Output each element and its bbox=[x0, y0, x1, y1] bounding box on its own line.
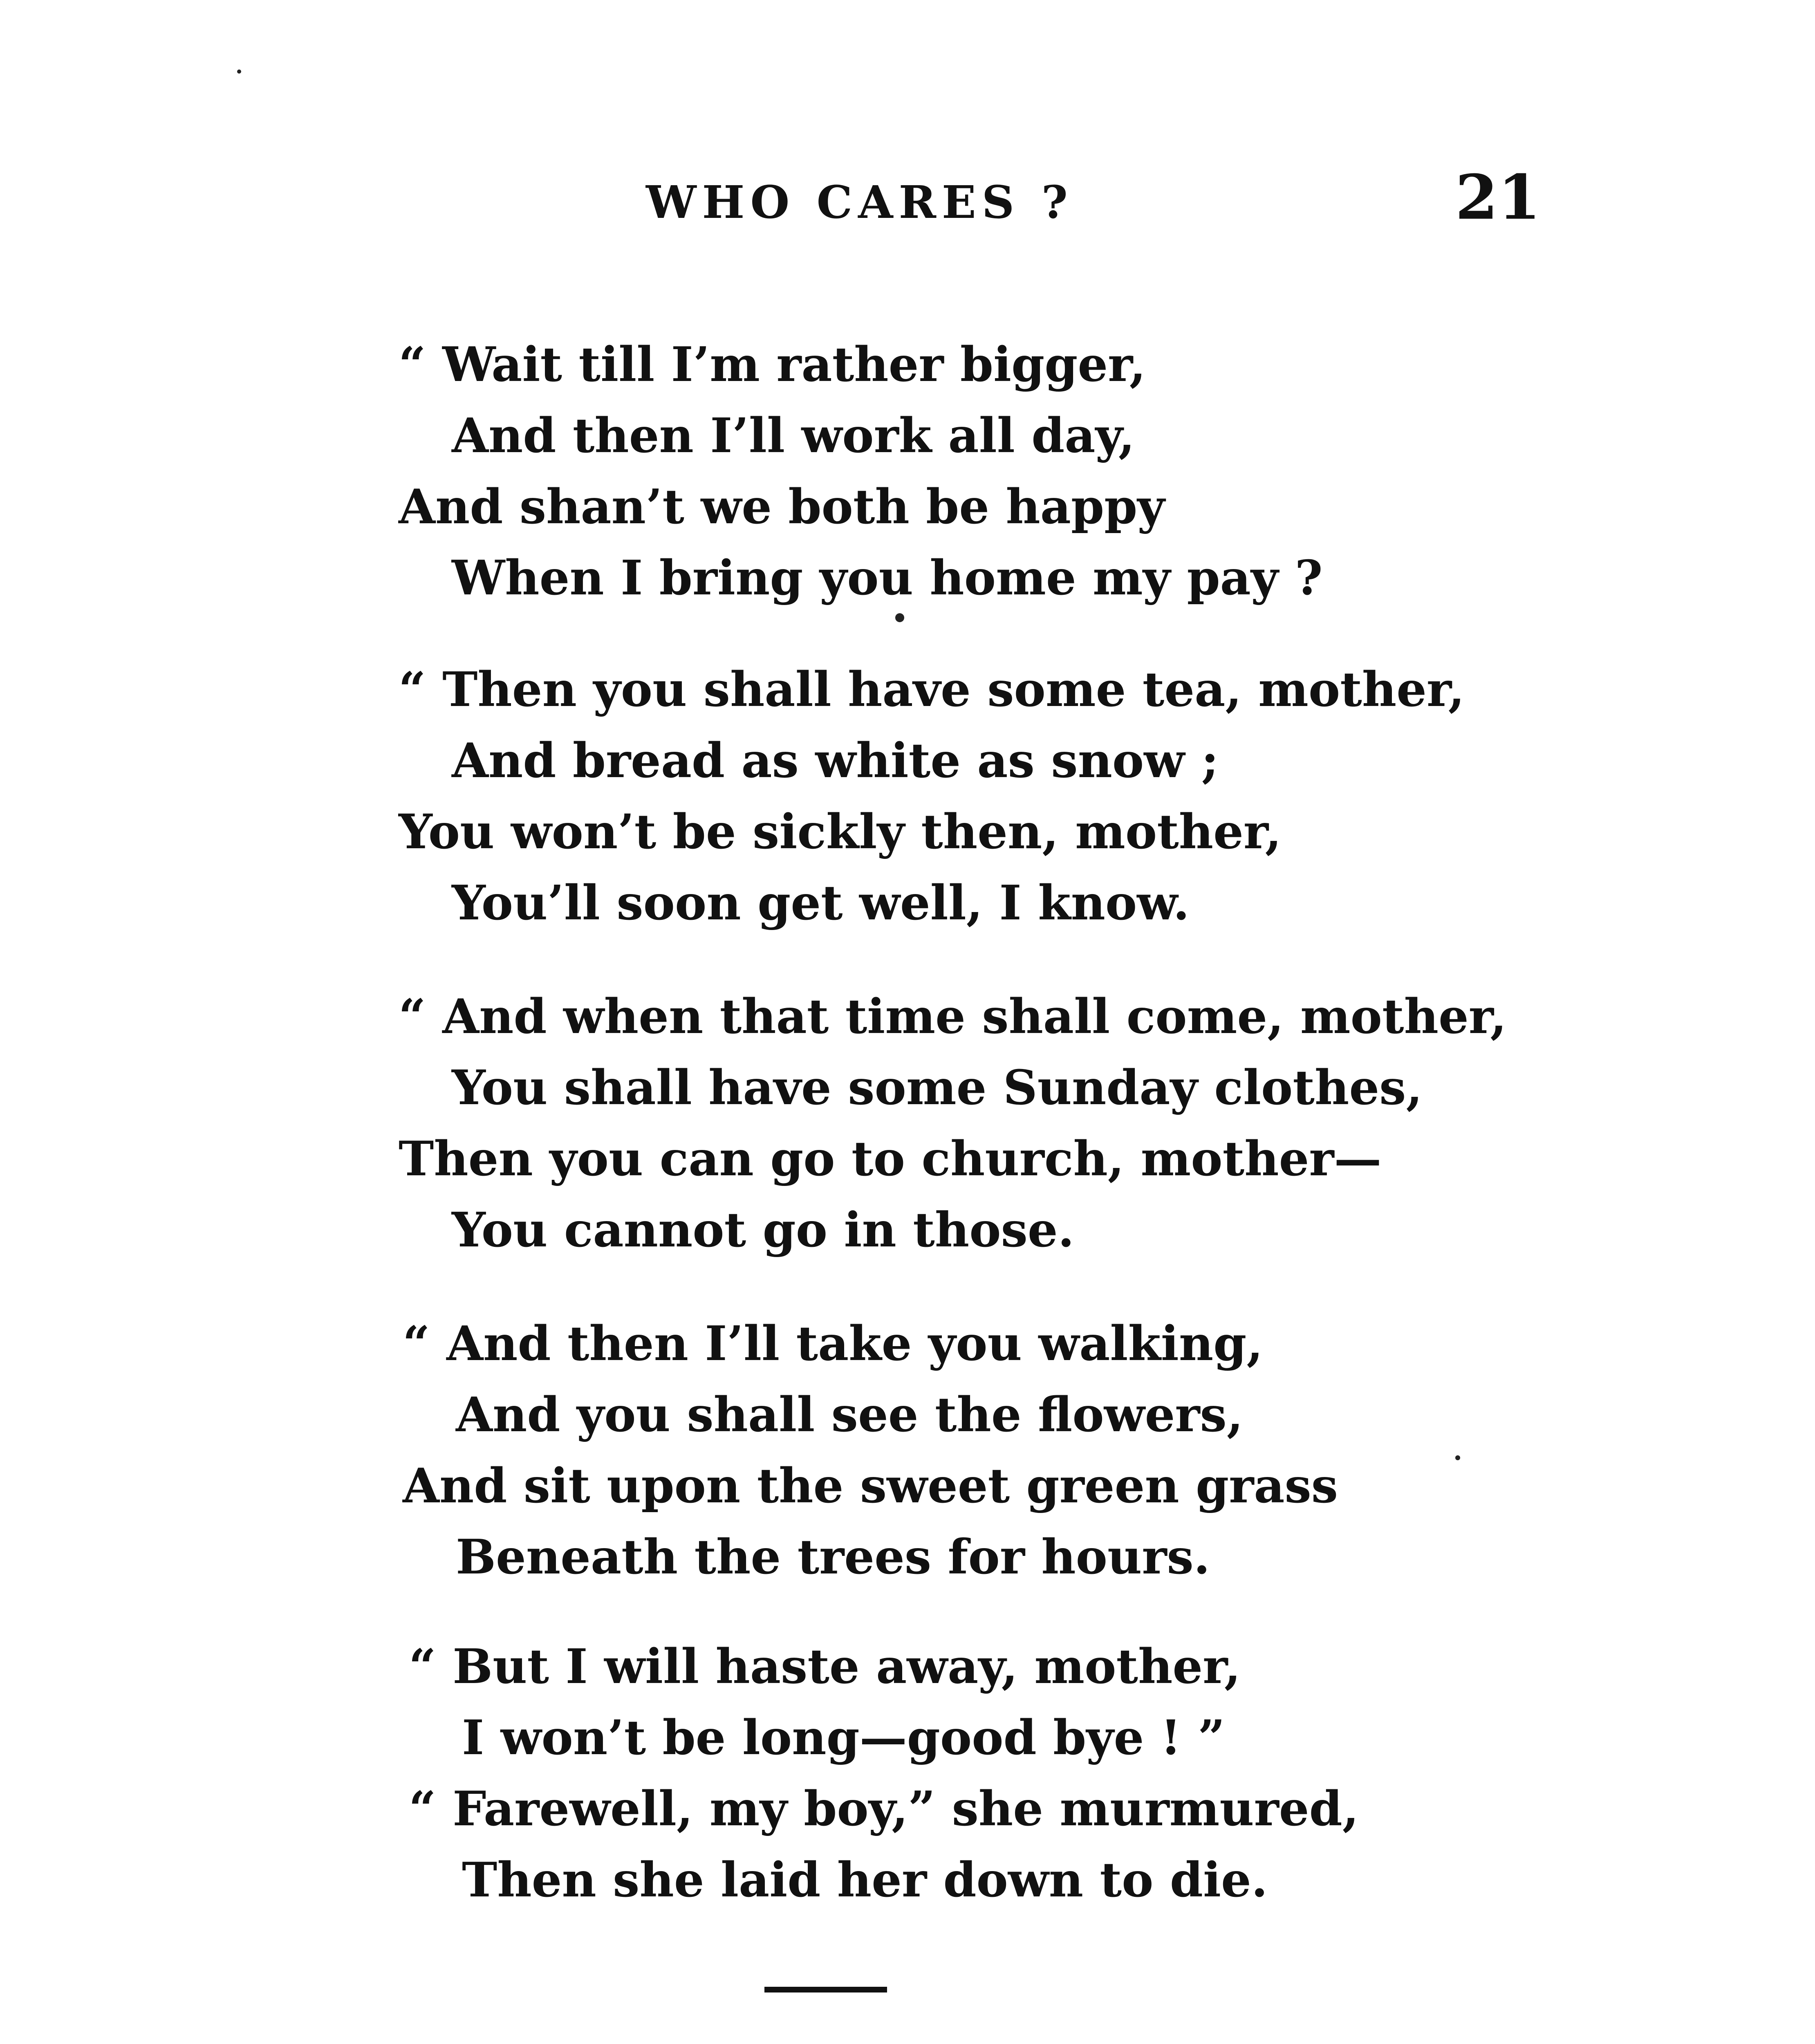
stanza-1 bbox=[399, 329, 1323, 614]
section-divider bbox=[764, 1987, 887, 1992]
poem-line: “ And when that time shall come, mother, bbox=[399, 989, 1507, 1044]
poem-line: “ Farewell, my boy,” she murmured, bbox=[409, 1781, 1359, 1837]
poem-line: “ Wait till I’m rather bigger, bbox=[399, 337, 1146, 392]
poem-line: You’ll soon get well, I know. bbox=[452, 875, 1190, 931]
scan-speck bbox=[1455, 1455, 1460, 1460]
scan-speck bbox=[237, 69, 241, 74]
poem-line: And you shall see the flowers, bbox=[456, 1387, 1244, 1443]
poem-line: And shan’t we both be happy bbox=[399, 479, 1165, 535]
poem-line: Then you can go to church, mother— bbox=[399, 1131, 1382, 1187]
poem-line: You cannot go in those. bbox=[452, 1202, 1075, 1258]
poem-line: You shall have some Sunday clothes, bbox=[452, 1060, 1423, 1116]
stanza-5 bbox=[409, 1631, 1359, 1916]
page-number: 21 bbox=[1455, 161, 1541, 233]
poem-line: When I bring you home my pay ? bbox=[452, 550, 1323, 606]
poem-line: And bread as white as snow ; bbox=[452, 733, 1219, 789]
poem-line: And sit upon the sweet green grass bbox=[403, 1458, 1338, 1514]
running-title: WHO CARES ? bbox=[646, 176, 1073, 229]
stanza-4 bbox=[403, 1308, 1338, 1593]
poem-line: “ Then you shall have some tea, mother, bbox=[399, 662, 1465, 717]
stanza-3 bbox=[399, 981, 1507, 1266]
poem-line: You won’t be sickly then, mother, bbox=[399, 804, 1282, 860]
poem-line: I won’t be long—good bye ! ” bbox=[462, 1710, 1225, 1766]
scan-speck bbox=[895, 613, 904, 622]
poem-line: “ But I will haste away, mother, bbox=[409, 1639, 1241, 1694]
poem-line: And then I’ll work all day, bbox=[452, 408, 1135, 464]
poem-line: “ And then I’ll take you walking, bbox=[403, 1316, 1263, 1372]
poem-line: Then she laid her down to die. bbox=[462, 1852, 1268, 1908]
stanza-2 bbox=[399, 654, 1465, 939]
poem-line: Beneath the trees for hours. bbox=[456, 1529, 1210, 1585]
